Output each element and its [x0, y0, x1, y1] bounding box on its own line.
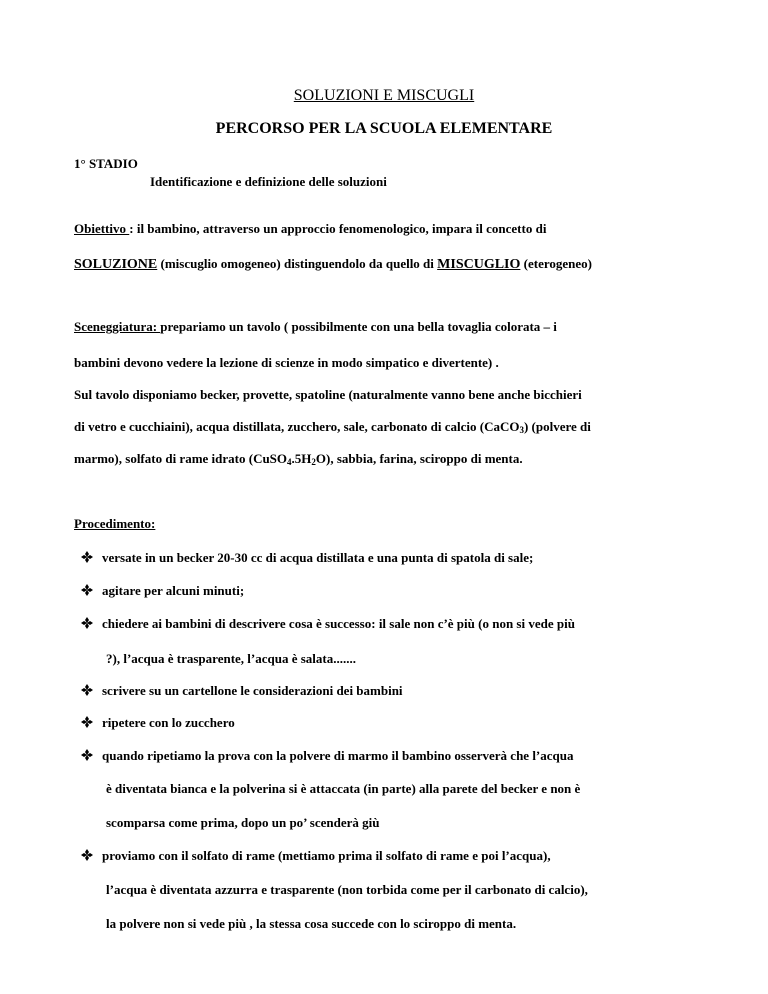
doc-subtitle: PERCORSO PER LA SCUOLA ELEMENTARE: [215, 120, 553, 137]
list-item: [81, 715, 235, 731]
stage-description: Identificazione e definizione delle soluzioni: [150, 174, 387, 189]
procedure-label: Procedimento:: [74, 516, 156, 531]
bullet-text: agitare per alcuni minuti;: [102, 583, 245, 598]
stage-label: 1° STADIO: [74, 156, 138, 171]
bullet-text: versate in un becker 20-30 cc di acqua distillata e una punta di spatola di sale;: [102, 550, 534, 565]
term-miscuglio: MISCUGLIO: [437, 257, 521, 272]
four-diamond-bullet-icon: [81, 551, 93, 563]
four-diamond-bullet-icon: [81, 716, 93, 728]
list-item: [81, 848, 551, 864]
list-item: [81, 550, 533, 566]
list-item: [81, 683, 403, 699]
bullet-text: ripetere con lo zucchero: [102, 715, 235, 730]
scene-text-4b: ) (polvere di: [523, 419, 591, 434]
objective-label: Obiettivo: [74, 221, 130, 236]
scene-line2: bambini devono vedere la lezione di scienze in modo simpatico e divertente) .: [74, 355, 499, 370]
list-item: [81, 583, 244, 599]
scene-text-1: prepariamo un tavolo ( possibilmente con una bella tovaglia colorata – i: [160, 319, 557, 334]
objective-paragraph-line2: [74, 256, 592, 273]
four-diamond-bullet-icon: [81, 749, 93, 761]
bullet-text: chiedere ai bambini di descrivere cosa è successo: il sale non c’è più (o non si vede più: [102, 616, 575, 631]
bullet-continuation: l’acqua è diventata azzurra e trasparente (non torbida come per il carbonato di calcio),: [106, 882, 588, 897]
bullet-text: quando ripetiamo la prova con la polvere di marmo il bambino osserverà che l’acqua: [102, 748, 574, 763]
scene-line5: [74, 451, 523, 467]
objective-paragraph-line1: [74, 221, 546, 237]
list-item: [81, 616, 575, 632]
bullet-continuation: è diventata bianca e la polverina si è attaccata (in parte) alla parete del becker e non è: [106, 781, 581, 796]
four-diamond-bullet-icon: [81, 684, 93, 696]
scene-label: Sceneggiatura:: [74, 319, 161, 334]
subscript: 2: [311, 457, 316, 467]
bullet-continuation: la polvere non si vede più , la stessa cosa succede con lo sciroppo di menta.: [106, 916, 517, 931]
scene-text-5b: .5H: [291, 451, 312, 466]
subscript: 4: [287, 457, 292, 467]
bullet-continuation: ?), l’acqua è trasparente, l’acqua è salata.......: [106, 651, 356, 666]
subscript: 3: [519, 425, 524, 435]
bullet-text: scrivere su un cartellone le considerazioni dei bambini: [102, 683, 403, 698]
objective-mid-text: (miscuglio omogeneo) distinguendolo da quello di: [157, 256, 438, 271]
scene-text-5a: marmo), solfato di rame idrato (CuSO: [74, 451, 288, 466]
scene-line3: Sul tavolo disponiamo becker, provette, spatoline (naturalmente vanno bene anche bicchieri: [74, 387, 582, 402]
four-diamond-bullet-icon: [81, 584, 93, 596]
scene-line4: [74, 419, 591, 435]
bullet-continuation: scomparsa come prima, dopo un po’ scenderà giù: [106, 815, 380, 830]
scene-line1: [74, 319, 557, 335]
four-diamond-bullet-icon: [81, 617, 93, 629]
doc-title: SOLUZIONI E MISCUGLI: [293, 87, 475, 104]
objective-text: : il bambino, attraverso un approccio fenomenologico, impara il concetto di: [129, 221, 547, 236]
four-diamond-bullet-icon: [81, 849, 93, 861]
bullet-text: proviamo con il solfato di rame (mettiamo prima il solfato di rame e poi l’acqua),: [102, 848, 551, 863]
term-soluzione: SOLUZIONE: [74, 257, 158, 272]
list-item: [81, 748, 574, 764]
scene-text-4a: di vetro e cucchiaini), acqua distillata, zucchero, sale, carbonato di calcio (CaCO: [74, 419, 520, 434]
scene-text-5c: O), sabbia, farina, sciroppo di menta.: [315, 451, 523, 466]
objective-end-text: (eterogeneo): [520, 256, 592, 271]
